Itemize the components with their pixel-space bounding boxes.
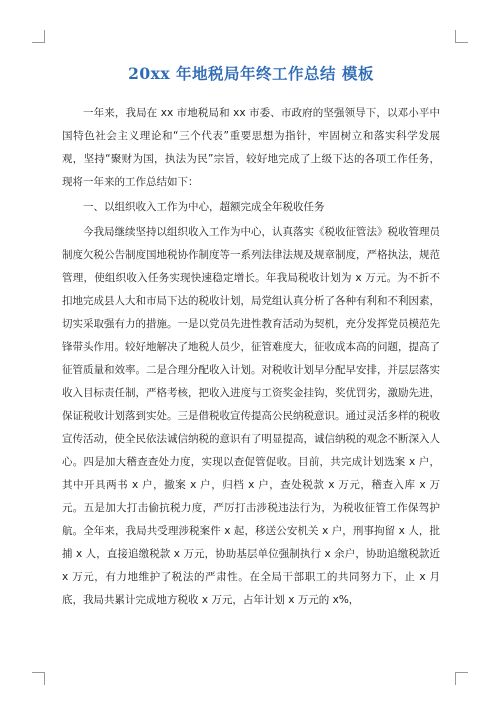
- section-heading-1: 一、以组织收入工作为中心，超额完成全年税收任务: [83, 201, 325, 213]
- document-page: [62, 62, 440, 614]
- page-corner-mark-top-right: [455, 30, 468, 43]
- document-title: 20xx 年地税局年终工作总结 模板: [128, 64, 374, 83]
- page-corner-mark-bottom-right: [455, 672, 468, 685]
- page-corner-mark-bottom-left: [32, 672, 45, 685]
- intro-paragraph: 一年来，我局在 xx 市地税局和 xx 市委、市政府的坚强领导下，以邓小平中国特色社会主义理论和“三个代表”重要思想为指针，牢固树立和落实科学发展观，坚持“聚财为国，执法为民”宗旨，较好地完成了上级下达的各项工作任务，现将一年来的工作总结如下：: [62, 107, 440, 188]
- page-corner-mark-top-left: [32, 30, 45, 43]
- body-paragraph: 今我局继续坚持以组织收入工作为中心，认真落实《税收征管法》税收管理员制度欠税公告制度国地税协作制度等一系列法律法规及规章制度，严格执法，规范管理，使组织收入任务实现快速稳定增长。年我局税收计划为 x 万元。为不折不扣地完成县人大和市局下达的税收计划，局党组认真分析了各种有利和不利因素，切实采取强有力的措施。一是以党员先进性教育活动为契机，充分发挥党员模范先锋带头作用。较好地解决了地税人员少，征管难度大，征收成本高的问题，提高了征管质量和效率。二是合理分配收入计划。对税收计划早分配早安排，并层层落实收入目标责任制，严格考核，把收入进度与工资奖金挂钩，奖优罚劣，激励先进，保证税收计划落到实处。三是借税收宣传提高公民纳税意识。通过灵活多样的税收宣传活动，使全民依法诚信纳税的意识有了明显提高，诚信纳税的观念不断深入人心。四是加大稽查查处力度，实现以查促管促收。目前，共完成计划选案 x 户，其中开具两书 x 户，撤案 x 户，归档 x 户，查处税款 x 万元，稽查入库 x 万元。五是加大打击偷抗税力度，严厉打击涉税违法行为，为税收征管工作保驾护航。全年来，我局共受理涉税案件 x 起，移送公安机关 x 户，刑事拘留 x 人，批捕 x 人，直接追缴税款 x 万元，协助基层单位强制执行 x 余户，协助追缴税款近 x 万元，有力地维护了税法的严肃性。在全局干部职工的共同努力下，止 x 月底，我局共累计完成地方税收 x 万元，占年计划 x 万元的 x%，: [62, 226, 440, 606]
